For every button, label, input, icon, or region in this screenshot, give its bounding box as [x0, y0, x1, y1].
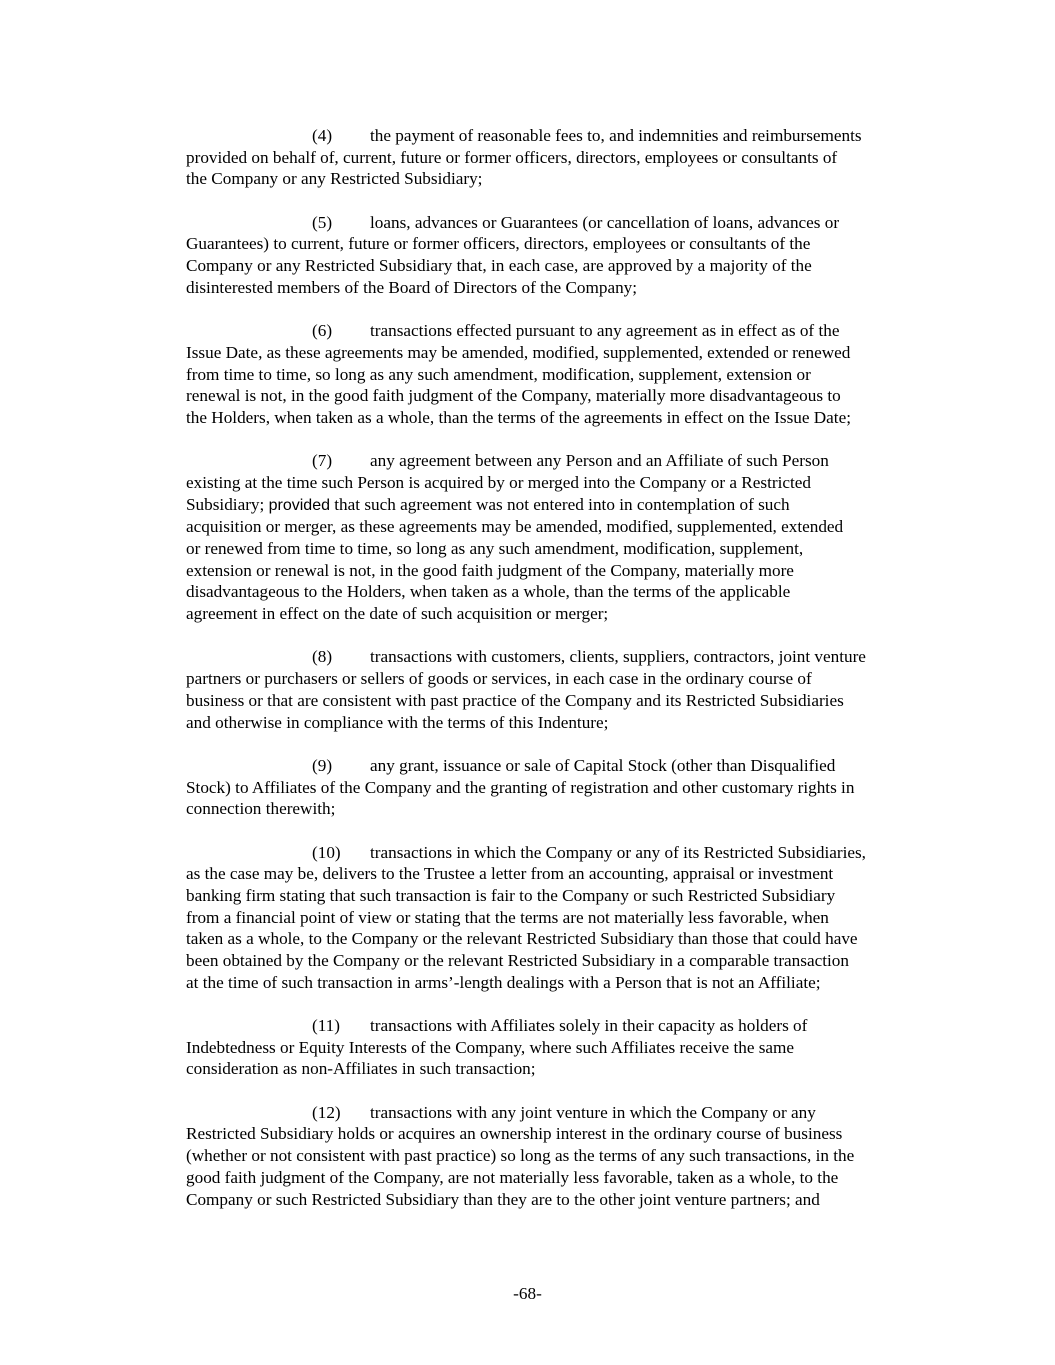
clause-9 [186, 755, 946, 820]
clause-text-line: acquisition or merger, as these agreements may be amended, modified, supplemented, extended [186, 517, 844, 537]
clause-text-line: from time to time, so long as any such amendment, modification, supplement, extension or [186, 364, 811, 384]
clause-text-line: the Company or any Restricted Subsidiary; [186, 169, 483, 189]
clause-text-line: the Holders, when taken as a whole, than the terms of the agreements in effect on the Issue Date; [186, 407, 851, 427]
clause-text-line: existing at the time such Person is acquired by or merged into the Company or a Restricted [186, 472, 811, 492]
clause-text-line: extension or renewal is not, in the good faith judgment of the Company, materially more [186, 560, 794, 580]
clause-text-line: Stock) to Affiliates of the Company and the granting of registration and other customary rights in [186, 777, 855, 797]
clause-text-line: partners or purchasers or sellers of goods or services, in each case in the ordinary course of [186, 669, 812, 689]
clause-4 [186, 125, 946, 190]
clause-text-line: business or that are consistent with past practice of the Company and its Restricted Subsidiaries [186, 690, 844, 710]
clause-text-line: disinterested members of the Board of Directors of the Company; [186, 277, 638, 297]
clause-text-line: the payment of reasonable fees to, and indemnities and reimbursements [370, 126, 862, 145]
clause-text-line: Restricted Subsidiary holds or acquires an ownership interest in the ordinary course of business [186, 1124, 843, 1144]
clause-number: (4) [312, 126, 333, 145]
clause-text-line: or renewed from time to time, so long as any such amendment, modification, supplement, [186, 539, 804, 559]
clause-text-line: that such agreement was not entered into in contemplation of such [329, 494, 790, 514]
provided-term: provided [268, 496, 330, 514]
clause-text-line: (whether or not consistent with past practice) so long as the terms of any such transactions, in the [186, 1146, 855, 1166]
clause-text-line: as the case may be, delivers to the Trustee a letter from an accounting, appraisal or investment [186, 864, 834, 884]
clause-11 [186, 1015, 946, 1080]
clause-number: (7) [312, 451, 333, 471]
clause-text-line: transactions effected pursuant to any agreement as in effect as of the [370, 321, 840, 341]
clause-text-line: Indebtedness or Equity Interests of the Company, where such Affiliates receive the same [186, 1037, 795, 1057]
clause-text-line: and otherwise in compliance with the terms of this Indenture; [186, 712, 609, 732]
clause-number: (10) [312, 842, 341, 862]
clause-5 [186, 212, 946, 299]
clause-text-line: Company or any Restricted Subsidiary that, in each case, are approved by a majority of the [186, 256, 812, 276]
clause-number: (11) [312, 1016, 340, 1036]
clause-text-line: transactions with customers, clients, suppliers, contractors, joint venture [370, 647, 866, 667]
clause-text-line: transactions with Affiliates solely in their capacity as holders of [370, 1016, 808, 1036]
clause-8 [186, 646, 946, 733]
clause-12 [186, 1102, 946, 1211]
clause-text-line: agreement in effect on the date of such acquisition or merger; [186, 604, 609, 624]
clause-text-line: banking firm stating that such transaction is fair to the Company or such Restricted Subsidiary [186, 885, 836, 905]
clause-text-line: connection therewith; [186, 799, 336, 819]
clause-text-line: from a financial point of view or stating that the terms are not materially less favorable, when [186, 907, 829, 927]
clause-text-line: been obtained by the Company or the relevant Restricted Subsidiary in a comparable transaction [186, 951, 849, 971]
clause-text-line: at the time of such transaction in arms’-length dealings with a Person that is not an Affiliate; [186, 972, 821, 992]
clause-text-line: loans, advances or Guarantees (or cancellation of loans, advances or [370, 212, 840, 232]
clause-text-line: renewal is not, in the good faith judgment of the Company, materially more disadvantageous to [186, 386, 841, 406]
clause-text-line: disadvantageous to the Holders, when taken as a whole, than the terms of the applicable [186, 582, 791, 602]
clause-text-line: provided on behalf of, current, future or former officers, directors, employees or consultants of [186, 147, 838, 167]
clause-number: (9) [312, 755, 333, 775]
clause-number: (8) [312, 647, 333, 667]
clause-number: (6) [312, 321, 333, 341]
clause-7 [186, 450, 946, 625]
clause-text-line: Company or such Restricted Subsidiary than they are to the other joint venture partners; and [186, 1189, 820, 1209]
document-body [186, 125, 946, 1232]
clause-6 [186, 320, 946, 429]
clause-text-line: any grant, issuance or sale of Capital Stock (other than Disqualified [370, 755, 836, 775]
page-number: -68- [513, 1284, 542, 1303]
clause-10 [186, 842, 946, 994]
clause-number: (12) [312, 1102, 341, 1122]
clause-text-line: consideration as non-Affiliates in such transaction; [186, 1059, 536, 1079]
clause-number: (5) [312, 212, 333, 232]
clause-text-line: transactions in which the Company or any of its Restricted Subsidiaries, [370, 842, 866, 862]
clause-text-line: transactions with any joint venture in which the Company or any [370, 1102, 816, 1122]
clause-text-line: any agreement between any Person and an Affiliate of such Person [370, 451, 829, 471]
clause-text-line: good faith judgment of the Company, are not materially less favorable, taken as a whole, to the [186, 1167, 839, 1187]
clause-text-line: Issue Date, as these agreements may be amended, modified, supplemented, extended or renewed [186, 342, 851, 362]
clause-text-line: Guarantees) to current, future or former officers, directors, employees or consultants of the [186, 234, 811, 254]
clause-text-line: taken as a whole, to the Company or the relevant Restricted Subsidiary than those that could have [186, 929, 858, 949]
clause-text-line: Subsidiary; [186, 494, 269, 514]
